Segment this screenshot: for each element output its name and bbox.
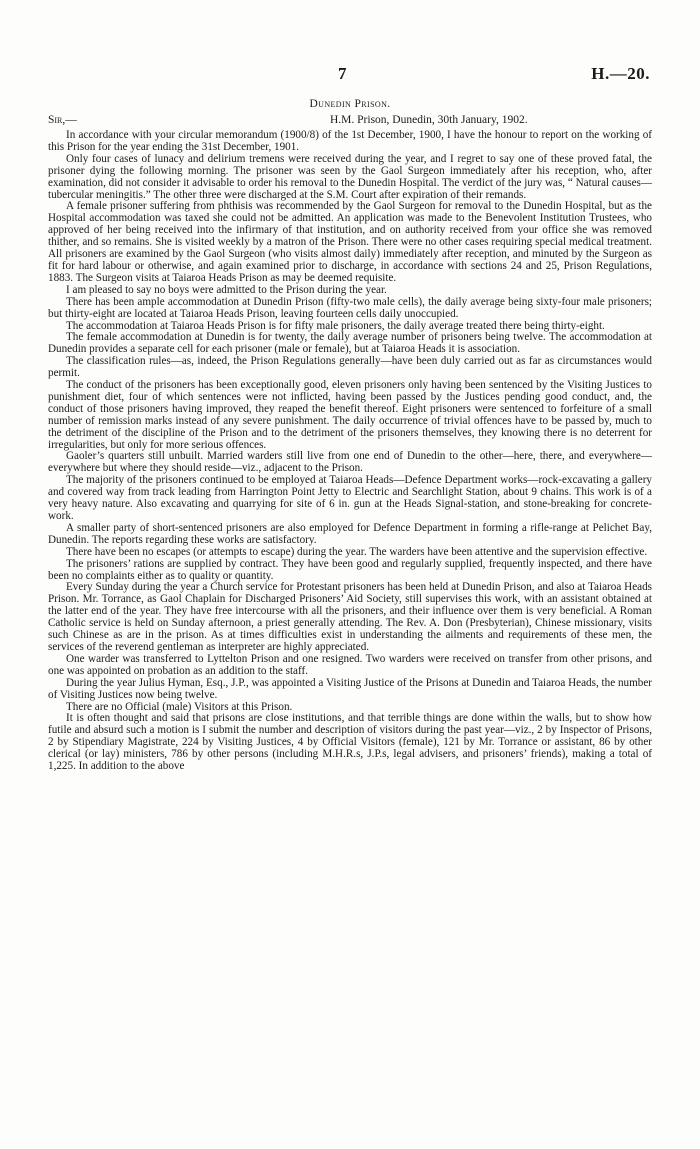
paragraph: During the year Julius Hyman, Esq., J.P., was appointed a Visiting Justice of the Prisons at Dunedin and Taiaroa Heads, the number of Visiting Justices now being twelve. (48, 676, 652, 701)
paragraph: The classification rules—as, indeed, the Prison Regulations generally—have been duly carried out as far as circumstances would permit. (48, 355, 652, 380)
paragraph: There have been no escapes (or attempts to escape) during the year. The warders have been attentive and the supervision effective. (66, 545, 648, 558)
paragraph: One warder was transferred to Lyttelton Prison and one resigned. Two warders were received on transfer from other prisons, and one was appointed on probation as an addition to the staff. (48, 652, 652, 677)
paragraph: Gaoler’s quarters still unbuilt. Married warders still live from one end of Dunedin to the other—here, there, and everywhere—everywhere but where they should reside—viz., adjacent to the Prison. (48, 450, 652, 475)
paragraph: Only four cases of lunacy and delirium tremens were received during the year, and I regret to say one of these proved fatal, the prisoner dying the following morning. The prisoner was seen by the Gaol Surgeon immediately after his reception, who, after examination, did not consider it advisable to order his removal to the Dunedin Hospital. The verdict of the jury was, “ Natural causes—tubercular meningitis.” The other three were discharged at the S.M. Court after expiration of their remands. (48, 152, 653, 201)
paragraph: There are no Official (male) Visitors at this Prison. (66, 700, 293, 713)
paragraph: A smaller party of short-sentenced prisoners are also employed for Defence Department in forming a rifle-range at Pelichet Bay, Dunedin. The reports regarding these works are satisfactory. (48, 521, 652, 546)
letter-place-title: Dunedin Prison. (309, 98, 391, 110)
letter-salutation: Sir,— (48, 114, 77, 126)
paragraph: There has been ample accommodation at Dunedin Prison (fifty-two male cells), the daily average being sixty-four male prisoners; but thirty-eight are located at Taiaroa Heads Prison, leaving fourteen cells daily unoccupied. (48, 295, 652, 320)
paragraph: I am pleased to say no boys were admitted to the Prison during the year. (66, 283, 387, 296)
paragraph: The female accommodation at Dunedin is for twenty, the daily average number of prisoners being twelve. The accommodation at Dunedin provides a separate cell for each prisoner (male or female), but at Taiaroa Heads it is association. (48, 331, 652, 356)
paragraph: The accommodation at Taiaroa Heads Prison is for fifty male prisoners, the daily average treated there being thirty-eight. (66, 319, 605, 332)
report-body (48, 130, 652, 773)
page-header (0, 64, 700, 84)
document-reference: H.—20. (591, 64, 650, 83)
paragraph: A female prisoner suffering from phthisis was recommended by the Gaol Surgeon for removal to the Dunedin Hospital, but as the Hospital accommodation was taxed she could not be admitted. An application was made to the Benevolent Institution Trustees, who approved of her being received into the infirmary of that institution, and on authority received from your office she was removed thither, and so remains. She is visited weekly by a matron of the Prison. There were no other cases requiring special medical treatment. All prisoners are examined by the Gaol Surgeon (who visits almost daily) immediately after reception, and minuted by the Surgeon as fit for hard labour or otherwise, and again examined prior to discharge, in accordance with sections 24 and 25, Prison Regulations, 1883. The Surgeon visits at Taiaroa Heads Prison as may be deemed requisite. (48, 200, 652, 284)
letter-dateline: H.M. Prison, Dunedin, 30th January, 1902. (330, 114, 528, 126)
page-number: 7 (338, 64, 347, 83)
paragraph: It is often thought and said that prisons are close institutions, and that terrible things are done within the walls, but to show how futile and absurd such a motion is I submit the number and description of visitors during the past year—viz., 2 by Inspector of Prisons, 2 by Stipendiary Magistrate, 224 by Visiting Justices, 4 by Official Visitors (female), 121 by Mr. Torrance or assistant, 86 by other clerical (or lay) ministers, 786 by other persons (including M.H.R.s, J.P.s, legal advisers, and prisoners’ friends), making a total of 1,225. In addition to the above (48, 712, 652, 773)
paragraph: The conduct of the prisoners has been exceptionally good, eleven prisoners only having been sentenced by the Visiting Justices to punishment diet, four of which sentences were not inflicted, having been passed by the Justices pending good conduct, and, the conduct of those prisoners having improved, they reaped the benefit thereof. Eight prisoners were sentenced to forfeiture of a small number of remission marks instead of any severe punishment. The daily occurrence of trivial offences have to be passed by, much to the detriment of the discipline of the Prison and to the detriment of the prisoners themselves, they knowing there is no deterrent for irregularities, but only for more serious offences. (48, 379, 652, 451)
paragraph: The majority of the prisoners continued to be employed at Taiaroa Heads—Defence Department works—rock-excavating a gallery and covered way from track leading from Harrington Point Jetty to Electric and Searchlight Station, about 9 chains. This work is of a very heavy nature. Also excavating and quarrying for site of 6 in. gun at the Heads Signal-station, and stone-breaking for concrete-work. (48, 474, 652, 522)
paragraph: Every Sunday during the year a Church service for Protestant prisoners has been held at Dunedin Prison, and also at Taiaroa Heads Prison. Mr. Torrance, as Gaol Chaplain for Discharged Prisoners’ Aid Society, still supervises this work, with an assistant obtained at the latter end of the year. They have free intercourse with all the prisoners, and their influence over them is very beneficial. A Roman Catholic service is held on Sunday afternoon, a priest generally attending. The Rev. A. Don (Presbyterian), Chinese missionary, visits such Chinese as are in the prison. As at times difficulties exist in understanding the ailments and requirements of these men, the services of the reverend gentleman as interpreter are highly appreciated. (48, 581, 652, 653)
paragraph: In accordance with your circular memorandum (1900/8) of the 1st December, 1900, I have the honour to report on the working of this Prison for the year ending the 31st December, 1901. (48, 129, 652, 153)
paragraph: The prisoners’ rations are supplied by contract. They have been good and regularly supplied, frequently inspected, and there have been no complaints either as to quality or quantity. (48, 557, 652, 582)
